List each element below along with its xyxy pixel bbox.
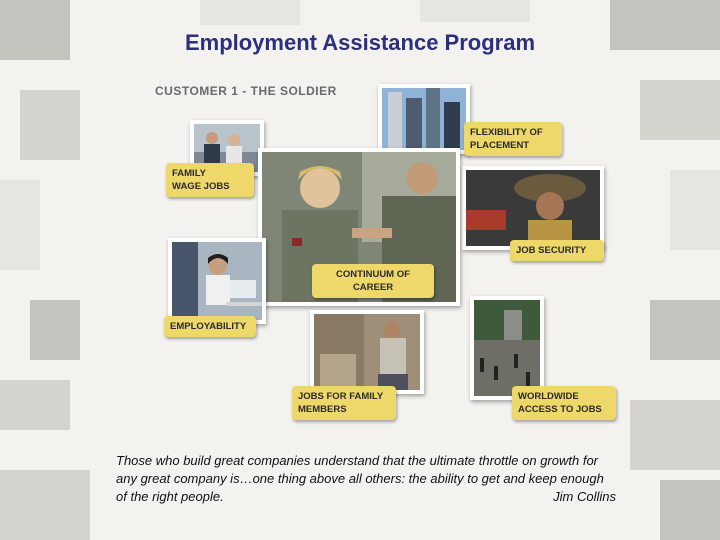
tag-worldwide-access: WORLDWIDE ACCESS TO JOBS: [512, 386, 616, 420]
collage-label: CUSTOMER 1 - THE SOLDIER: [155, 84, 337, 98]
quote-block: [116, 452, 616, 506]
tag-continuum-of-career: CONTINUUM OF CAREER: [312, 264, 434, 298]
tag-job-security: JOB SECURITY: [510, 240, 604, 261]
photo-woman-at-computer: [168, 238, 266, 324]
photo-skyscrapers: [378, 84, 470, 154]
tag-jobs-for-family-members: JOBS FOR FAMILY MEMBERS: [292, 386, 396, 420]
photo-city-street: [470, 296, 544, 400]
quote-author: Jim Collins: [553, 489, 616, 504]
quote-text: Those who build great companies understand that the ultimate throttle on growth for any great company is…one thing above all others: the ability to get and keep enough of the right people.: [116, 453, 604, 504]
photo-worker: [310, 310, 424, 394]
tag-family-wage-jobs: FAMILY WAGE JOBS: [166, 163, 254, 197]
tag-employability: EMPLOYABILITY: [164, 316, 256, 337]
slide-title: Employment Assistance Program: [184, 30, 536, 55]
photo-firefighter: [462, 166, 604, 250]
tag-flexibility-of-placement: FLEXIBILITY OF PLACEMENT: [464, 122, 562, 156]
